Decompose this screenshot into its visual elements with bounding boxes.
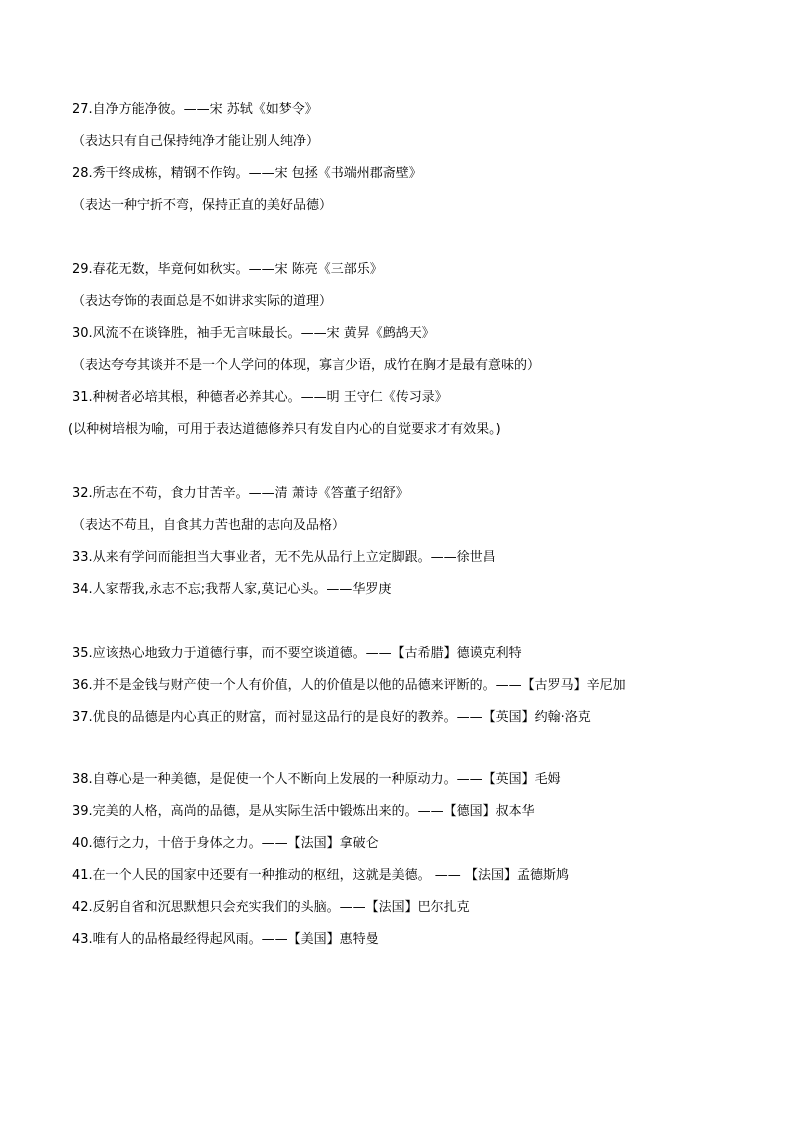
quote-43: 43.唯有人的品格最经得起风雨。——【美国】惠特曼	[72, 932, 379, 947]
quote-31-note: (以种树培根为喻，可用于表达道德修养只有发自内心的自觉要求才有效果。)	[68, 422, 501, 437]
quote-34: 34.人家帮我,永志不忘;我帮人家,莫记心头。——华罗庚	[72, 582, 392, 597]
quote-29-note: （表达夸饰的表面总是不如讲求实际的道理）	[72, 294, 333, 309]
quote-42: 42.反躬自省和沉思默想只会充实我们的头脑。——【法国】巴尔扎克	[72, 900, 470, 915]
quote-29: 29.春花无数，毕竟何如秋实。——宋 陈亮《三部乐》	[72, 262, 383, 277]
quote-39: 39.完美的人格，高尚的品德，是从实际生活中锻炼出来的。——【德国】叔本华	[72, 804, 535, 819]
quote-33: 33.从来有学问而能担当大事业者，无不先从品行上立定脚跟。——徐世昌	[72, 550, 496, 565]
quote-32-note: （表达不苟且，自食其力苦也甜的志向及品格）	[72, 518, 346, 533]
quote-31: 31.种树者必培其根，种德者必养其心。——明 王守仁《传习录》	[72, 390, 448, 405]
quote-32: 32.所志在不苟，食力甘苦辛。——清 萧诗《答董子绍舒》	[72, 486, 409, 501]
quote-28: 28.秀干终成栋，精钢不作钩。——宋 包拯《书端州郡斋壁》	[72, 166, 422, 181]
quote-30: 30.风流不在谈锋胜，袖手无言味最长。——宋 黄昇《鹧鸪天》	[72, 326, 435, 341]
quote-30-note: （表达夸夸其谈并不是一个人学问的体现，寡言少语，成竹在胸才是最有意味的）	[72, 358, 541, 373]
quote-35: 35.应该热心地致力于道德行事，而不要空谈道德。——【古希腊】德谟克利特	[72, 646, 522, 661]
quote-38: 38.自尊心是一种美德，是促使一个人不断向上发展的一种原动力。——【英国】毛姆	[72, 772, 561, 787]
quote-40: 40.德行之力，十倍于身体之力。——【法国】拿破仑	[72, 836, 379, 851]
quote-27-note: （表达只有自己保持纯净才能让别人纯净）	[72, 134, 320, 149]
quote-36: 36.并不是金钱与财产使一个人有价值，人的价值是以他的品德来评断的。——【古罗马】辛尼加	[72, 678, 626, 693]
quote-41: 41.在一个人民的国家中还要有一种推动的枢纽，这就是美德。 —— 【法国】孟德斯鸠	[72, 868, 569, 883]
quote-28-note: （表达一种宁折不弯，保持正直的美好品德）	[72, 198, 333, 213]
quote-37: 37.优良的品德是内心真正的财富，而衬显这品行的是良好的教养。——【英国】约翰·洛克	[72, 710, 591, 725]
quote-27: 27.自净方能净彼。——宋 苏轼《如梦令》	[72, 102, 318, 117]
